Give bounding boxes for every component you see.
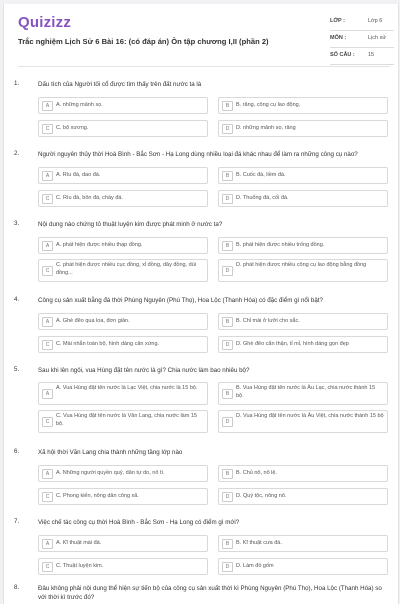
question-text: Xã hội thời Văn Lang chia thành những tầng lớp nào xyxy=(38,449,183,456)
option-c[interactable] xyxy=(38,120,208,137)
info-count-label: SỐ CÂU : xyxy=(330,52,355,58)
info-class-row xyxy=(330,16,394,31)
option-letter: D xyxy=(222,124,233,134)
option-letter: D xyxy=(222,266,233,276)
info-class-value: Lớp 6 xyxy=(368,18,383,24)
option-a[interactable] xyxy=(38,167,208,184)
worksheet-info xyxy=(330,16,394,67)
option-text: B. Kĩ thuật cưa đá. xyxy=(236,540,282,546)
option-text: B. Cuốc đá, liềm đá. xyxy=(236,172,286,178)
option-text: B. Chủ nô, nô lệ. xyxy=(236,470,277,476)
option-a[interactable] xyxy=(38,237,208,254)
option-text: A. Vua Hùng đặt tên nước là Lạc Việt, chia nước là 15 bộ. xyxy=(56,385,198,391)
option-text: C. Rìu đá, bôn đá, chày đá. xyxy=(56,195,123,201)
option-text: C. phát hiện được nhiều cục đồng, xỉ đồng, dây đồng, dùi đồng... xyxy=(56,262,196,276)
question-number: 6. xyxy=(14,448,20,455)
question-number: 5. xyxy=(14,366,20,373)
option-text: A. Kĩ thuật mài đá. xyxy=(56,540,102,546)
option-text: D. Ghè đẽo cẩn thận, tỉ mỉ, hình dáng gọn đẹp xyxy=(236,341,349,347)
option-letter: D xyxy=(222,492,233,502)
option-b[interactable] xyxy=(218,382,388,405)
option-d[interactable] xyxy=(218,558,388,575)
option-letter: D xyxy=(222,417,233,427)
info-count-row xyxy=(330,50,394,65)
question-text: Người nguyên thủy thời Hoà Bình - Bắc Sơn - Hạ Long dùng nhiều loại đá khác nhau để làm ra những công cụ nào? xyxy=(38,151,358,158)
option-b[interactable] xyxy=(218,313,388,330)
info-count-value: 15 xyxy=(368,52,375,58)
option-letter: A xyxy=(42,241,53,251)
option-letter: C xyxy=(42,492,53,502)
option-letter: C xyxy=(42,124,53,134)
option-b[interactable] xyxy=(218,465,388,482)
quizizz-logo: Quizizz xyxy=(18,14,72,31)
option-d[interactable] xyxy=(218,336,388,353)
option-text: B. phát hiện được nhiều trống đồng. xyxy=(236,242,325,248)
option-c[interactable] xyxy=(38,488,208,505)
question-text: Việc chế tác công cụ thời Hoà Bình - Bắc Sơn - Hạ Long có điểm gì mới? xyxy=(38,519,240,526)
option-text: C. bộ xương. xyxy=(56,125,89,131)
option-letter: A xyxy=(42,317,53,327)
option-d[interactable] xyxy=(218,190,388,207)
option-letter: D xyxy=(222,562,233,572)
option-text: D. Quý tộc, nông nô. xyxy=(236,493,287,499)
info-subject-label: MÔN : xyxy=(330,35,347,41)
option-a[interactable] xyxy=(38,465,208,482)
option-text: A. những mảnh sọ. xyxy=(56,102,103,108)
option-letter: B xyxy=(222,101,233,111)
option-letter: B xyxy=(222,389,233,399)
option-text: D. những mảnh sọ, răng xyxy=(236,125,296,131)
option-letter: A xyxy=(42,469,53,479)
option-b[interactable] xyxy=(218,97,388,114)
option-text: D. phát hiện được nhiều công cụ lao động bằng đồng xyxy=(236,262,367,268)
option-a[interactable] xyxy=(38,535,208,552)
option-letter: D xyxy=(222,340,233,350)
option-c[interactable] xyxy=(38,410,208,433)
question-text: Nội dung nào chứng tỏ thuật luyện kim được phát minh ở nước ta? xyxy=(38,221,223,228)
option-d[interactable] xyxy=(218,259,388,282)
info-subject-value: Lịch sử xyxy=(368,35,387,41)
option-c[interactable] xyxy=(38,190,208,207)
worksheet-page xyxy=(3,4,399,604)
option-letter: C xyxy=(42,266,53,276)
option-c[interactable] xyxy=(38,558,208,575)
option-letter: B xyxy=(222,469,233,479)
option-letter: C xyxy=(42,562,53,572)
option-letter: C xyxy=(42,194,53,204)
option-text: A. Những người quyền quý, dân tự do, nô tì. xyxy=(56,470,165,476)
option-text: B. răng, công cụ lao động, xyxy=(236,102,301,108)
option-text: C. Mài nhẵn toàn bộ, hình dáng cân xứng. xyxy=(56,341,160,347)
option-a[interactable] xyxy=(38,97,208,114)
option-text: C. Thuật luyện kim. xyxy=(56,563,104,569)
option-text: D. Làm đồ gốm xyxy=(236,563,274,569)
info-class-label: LỚP : xyxy=(330,18,345,24)
worksheet-header xyxy=(4,4,398,66)
question-number: 8. xyxy=(14,584,20,591)
option-text: C. Vua Hùng đặt tên nước là Văn Lang, chia nước làm 15 bộ. xyxy=(56,413,197,427)
option-d[interactable] xyxy=(218,120,388,137)
option-c[interactable] xyxy=(38,336,208,353)
option-text: D. Vua Hùng đặt tên nước là Âu Việt, chia nước thành 15 bộ xyxy=(236,413,384,419)
option-d[interactable] xyxy=(218,488,388,505)
worksheet-title: Trắc nghiệm Lịch Sử 6 Bài 16: (có đáp án) Ôn tập chương I,II (phần 2) xyxy=(18,37,269,46)
option-letter: D xyxy=(222,194,233,204)
option-text: B. Vua Hùng đặt tên nước là Âu Lạc, chia nước thành 15 bộ. xyxy=(236,385,376,399)
option-letter: A xyxy=(42,171,53,181)
option-letter: A xyxy=(42,101,53,111)
question-number: 4. xyxy=(14,296,20,303)
question-text: Dấu tích của Người tối cổ được tìm thấy trên đất nước ta là xyxy=(38,81,202,88)
question-text: Đâu không phải nội dung thể hiện sự tiến bộ của công cụ sản xuất thời kì Phùng Nguyên (Phú Thọ), Hoa Lộc (Thanh Hóa) so với thời kì trước đó? xyxy=(38,585,382,601)
question-text: Sau khi lên ngôi, vua Hùng đặt tên nước là gì? Chia nước làm bao nhiêu bộ? xyxy=(38,367,250,374)
option-letter: C xyxy=(42,417,53,427)
option-letter: B xyxy=(222,317,233,327)
option-b[interactable] xyxy=(218,167,388,184)
question-number: 3. xyxy=(14,220,20,227)
option-text: A. Ghè đẽo qua loa, đơn giản. xyxy=(56,318,130,324)
question-number: 2. xyxy=(14,150,20,157)
option-text: C. Phong kiến, nông dân công xã. xyxy=(56,493,139,499)
option-c[interactable] xyxy=(38,259,208,282)
option-letter: B xyxy=(222,539,233,549)
question-number: 1. xyxy=(14,80,20,87)
option-text: D. Thuổng đá, cối đá. xyxy=(236,195,289,201)
option-d[interactable] xyxy=(218,410,388,433)
option-text: A. phát hiện được nhiều thạp đồng. xyxy=(56,242,143,248)
option-text: B. Chỉ mài ở lưỡi cho sắc. xyxy=(236,318,300,324)
option-letter: B xyxy=(222,171,233,181)
option-b[interactable] xyxy=(218,535,388,552)
option-letter: C xyxy=(42,340,53,350)
option-a[interactable] xyxy=(38,382,208,405)
option-letter: B xyxy=(222,241,233,251)
option-a[interactable] xyxy=(38,313,208,330)
option-b[interactable] xyxy=(218,237,388,254)
question-number: 7. xyxy=(14,518,20,525)
option-letter: A xyxy=(42,389,53,399)
info-subject-row xyxy=(330,33,394,48)
question-text: Công cụ sản xuất bằng đá thời Phùng Nguyên (Phú Thọ), Hoa Lộc (Thanh Hóa) có đặc điểm gì nổi bật? xyxy=(38,297,323,304)
header-divider xyxy=(18,66,390,67)
option-letter: A xyxy=(42,539,53,549)
option-text: A. Rìu đá, dao đá. xyxy=(56,172,101,178)
